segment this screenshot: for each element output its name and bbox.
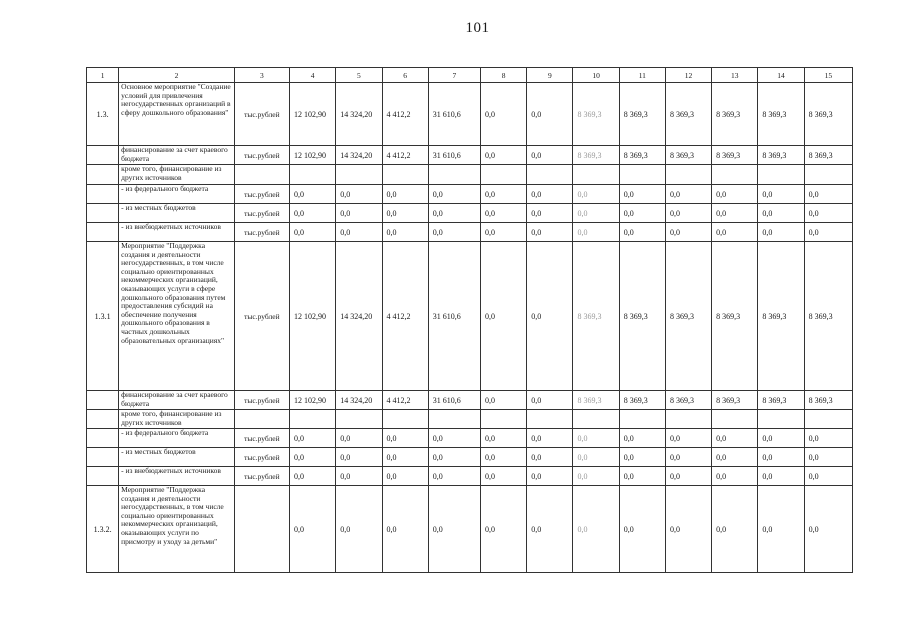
value-cell: 0,0 — [382, 185, 428, 204]
table-row — [87, 486, 853, 573]
value-cell: 4 412,2 — [382, 146, 428, 165]
value-cell: 0,0 — [712, 223, 758, 242]
value-cell: 8 369,3 — [758, 391, 804, 410]
value-cell: 14 324,20 — [336, 242, 382, 391]
value-cell: 0,0 — [382, 223, 428, 242]
value-cell: 0,0 — [382, 467, 428, 486]
value-cell: 0,0 — [573, 223, 619, 242]
value-cell: 8 369,3 — [665, 83, 711, 146]
column-number-13: 13 — [712, 68, 758, 83]
row-number-cell — [87, 429, 119, 448]
value-cell — [712, 410, 758, 429]
value-cell: 0,0 — [804, 223, 852, 242]
value-cell: 0,0 — [804, 429, 852, 448]
page-number: 101 — [465, 20, 490, 36]
value-cell: 0,0 — [481, 83, 527, 146]
value-cell: 0,0 — [527, 83, 573, 146]
unit-cell: тыс.рублей — [234, 429, 289, 448]
description-cell: - из местных бюджетов — [119, 448, 235, 467]
value-cell: 0,0 — [382, 486, 428, 573]
description-cell: Мероприятие "Поддержка создания и деятельности негосударственных, в том числе социально ориентированных некоммерческих организаций, оказывающих услуги по присмотру и уходу за детьми" — [119, 486, 235, 573]
value-cell: 0,0 — [382, 429, 428, 448]
value-cell — [712, 165, 758, 185]
value-cell: 0,0 — [336, 204, 382, 223]
value-cell: 31 610,6 — [428, 146, 480, 165]
column-number-2: 2 — [119, 68, 235, 83]
value-cell: 0,0 — [804, 204, 852, 223]
value-cell — [290, 410, 336, 429]
row-number-cell — [87, 204, 119, 223]
unit-cell: тыс.рублей — [234, 448, 289, 467]
unit-cell: тыс.рублей — [234, 204, 289, 223]
value-cell: 0,0 — [481, 146, 527, 165]
value-cell — [527, 165, 573, 185]
value-cell — [481, 165, 527, 185]
value-cell: 31 610,6 — [428, 83, 480, 146]
value-cell: 0,0 — [336, 448, 382, 467]
value-cell: 0,0 — [290, 185, 336, 204]
value-cell — [804, 410, 852, 429]
value-cell: 4 412,2 — [382, 83, 428, 146]
value-cell: 14 324,20 — [336, 83, 382, 146]
value-cell: 0,0 — [619, 467, 665, 486]
unit-cell: тыс.рублей — [234, 146, 289, 165]
value-cell: 0,0 — [619, 429, 665, 448]
description-cell: - из федерального бюджета — [119, 429, 235, 448]
value-cell: 0,0 — [758, 429, 804, 448]
value-cell: 0,0 — [290, 467, 336, 486]
value-cell: 8 369,3 — [573, 391, 619, 410]
column-number-8: 8 — [481, 68, 527, 83]
value-cell: 0,0 — [758, 467, 804, 486]
value-cell: 0,0 — [665, 448, 711, 467]
row-number-cell — [87, 223, 119, 242]
value-cell: 0,0 — [481, 242, 527, 391]
value-cell: 0,0 — [665, 223, 711, 242]
value-cell: 0,0 — [481, 223, 527, 242]
table-row — [87, 429, 853, 448]
column-number-14: 14 — [758, 68, 804, 83]
table-row — [87, 391, 853, 410]
value-cell: 8 369,3 — [619, 242, 665, 391]
description-cell: финансирование за счет краевого бюджета — [119, 391, 235, 410]
value-cell: 0,0 — [428, 204, 480, 223]
row-number-cell — [87, 410, 119, 429]
value-cell: 0,0 — [481, 429, 527, 448]
value-cell: 0,0 — [527, 429, 573, 448]
value-cell: 0,0 — [758, 486, 804, 573]
unit-cell — [234, 410, 289, 429]
value-cell: 0,0 — [428, 223, 480, 242]
value-cell — [428, 165, 480, 185]
value-cell: 0,0 — [619, 204, 665, 223]
value-cell: 0,0 — [758, 448, 804, 467]
value-cell: 0,0 — [573, 486, 619, 573]
value-cell — [336, 410, 382, 429]
value-cell: 0,0 — [804, 486, 852, 573]
value-cell — [619, 165, 665, 185]
table-row — [87, 223, 853, 242]
value-cell: 12 102,90 — [290, 146, 336, 165]
description-cell: - из внебюджетных источников — [119, 223, 235, 242]
value-cell: 0,0 — [527, 391, 573, 410]
value-cell: 0,0 — [665, 204, 711, 223]
value-cell: 0,0 — [336, 429, 382, 448]
value-cell: 8 369,3 — [712, 83, 758, 146]
description-cell: кроме того, финансирование из других источников — [119, 165, 235, 185]
unit-cell: тыс.рублей — [234, 391, 289, 410]
value-cell: 8 369,3 — [804, 242, 852, 391]
value-cell: 8 369,3 — [712, 242, 758, 391]
value-cell: 31 610,6 — [428, 242, 480, 391]
value-cell: 4 412,2 — [382, 391, 428, 410]
value-cell: 0,0 — [665, 467, 711, 486]
value-cell: 0,0 — [336, 223, 382, 242]
value-cell: 8 369,3 — [573, 146, 619, 165]
value-cell: 0,0 — [481, 486, 527, 573]
value-cell: 0,0 — [336, 486, 382, 573]
column-number-10: 10 — [573, 68, 619, 83]
value-cell: 0,0 — [712, 448, 758, 467]
value-cell: 0,0 — [481, 467, 527, 486]
value-cell: 14 324,20 — [336, 391, 382, 410]
value-cell: 12 102,90 — [290, 391, 336, 410]
table-row — [87, 448, 853, 467]
value-cell: 0,0 — [619, 185, 665, 204]
value-cell: 0,0 — [428, 448, 480, 467]
value-cell: 0,0 — [712, 204, 758, 223]
value-cell: 0,0 — [619, 448, 665, 467]
value-cell — [382, 165, 428, 185]
value-cell: 8 369,3 — [665, 391, 711, 410]
row-number-cell — [87, 448, 119, 467]
description-cell: кроме того, финансирование из других источников — [119, 410, 235, 429]
value-cell — [619, 410, 665, 429]
value-cell: 0,0 — [804, 467, 852, 486]
column-number-4: 4 — [290, 68, 336, 83]
value-cell: 0,0 — [336, 185, 382, 204]
unit-cell: тыс.рублей — [234, 467, 289, 486]
column-number-row — [87, 68, 853, 83]
value-cell: 8 369,3 — [665, 146, 711, 165]
budget-table — [86, 67, 853, 573]
value-cell: 8 369,3 — [665, 242, 711, 391]
table-row — [87, 467, 853, 486]
value-cell: 0,0 — [527, 204, 573, 223]
value-cell: 0,0 — [758, 223, 804, 242]
value-cell: 0,0 — [428, 185, 480, 204]
row-number-cell: 1.3.1 — [87, 242, 119, 391]
value-cell: 8 369,3 — [758, 242, 804, 391]
row-number-cell — [87, 185, 119, 204]
row-number-cell — [87, 391, 119, 410]
value-cell: 0,0 — [665, 185, 711, 204]
description-cell: Мероприятие "Поддержка создания и деятельности негосударственных, в том числе социально ориентированных некоммерческих организаций, оказывающих услуги в сфере дошкольного образования путем предоставления субсидий на обеспечение получения дошкольного образования в частных дошкольных образовательных организациях" — [119, 242, 235, 391]
value-cell — [527, 410, 573, 429]
description-cell: - из местных бюджетов — [119, 204, 235, 223]
value-cell — [573, 165, 619, 185]
value-cell: 0,0 — [758, 185, 804, 204]
value-cell — [481, 410, 527, 429]
value-cell — [665, 410, 711, 429]
value-cell: 0,0 — [428, 429, 480, 448]
value-cell: 0,0 — [712, 185, 758, 204]
value-cell: 8 369,3 — [758, 146, 804, 165]
table-row — [87, 204, 853, 223]
value-cell: 0,0 — [712, 467, 758, 486]
value-cell: 0,0 — [290, 429, 336, 448]
value-cell: 8 369,3 — [712, 146, 758, 165]
value-cell: 8 369,3 — [712, 391, 758, 410]
column-number-12: 12 — [665, 68, 711, 83]
value-cell: 0,0 — [665, 486, 711, 573]
unit-cell — [234, 165, 289, 185]
column-number-3: 3 — [234, 68, 289, 83]
value-cell: 0,0 — [527, 448, 573, 467]
value-cell: 14 324,20 — [336, 146, 382, 165]
value-cell — [758, 410, 804, 429]
value-cell: 0,0 — [619, 223, 665, 242]
unit-cell: тыс.рублей — [234, 83, 289, 146]
value-cell: 0,0 — [527, 185, 573, 204]
value-cell: 0,0 — [290, 448, 336, 467]
value-cell — [665, 165, 711, 185]
value-cell: 0,0 — [712, 486, 758, 573]
value-cell: 0,0 — [527, 242, 573, 391]
value-cell: 12 102,90 — [290, 242, 336, 391]
value-cell: 0,0 — [527, 467, 573, 486]
value-cell: 8 369,3 — [573, 83, 619, 146]
value-cell: 8 369,3 — [804, 146, 852, 165]
value-cell: 0,0 — [804, 448, 852, 467]
row-number-cell: 1.3.2. — [87, 486, 119, 573]
value-cell: 8 369,3 — [619, 146, 665, 165]
value-cell: 0,0 — [290, 486, 336, 573]
value-cell: 8 369,3 — [619, 83, 665, 146]
column-number-9: 9 — [527, 68, 573, 83]
value-cell: 0,0 — [712, 429, 758, 448]
unit-cell: тыс.рублей — [234, 185, 289, 204]
value-cell: 31 610,6 — [428, 391, 480, 410]
value-cell — [428, 410, 480, 429]
table-row — [87, 165, 853, 185]
value-cell: 0,0 — [481, 391, 527, 410]
value-cell: 0,0 — [804, 185, 852, 204]
value-cell — [382, 410, 428, 429]
value-cell: 0,0 — [290, 204, 336, 223]
description-cell: - из внебюджетных источников — [119, 467, 235, 486]
value-cell: 0,0 — [527, 223, 573, 242]
description-cell: Основное мероприятие "Создание условий для привлечения негосударственных организаций в сферу дошкольного образования" — [119, 83, 235, 146]
column-number-5: 5 — [336, 68, 382, 83]
value-cell: 8 369,3 — [804, 391, 852, 410]
description-cell: - из федерального бюджета — [119, 185, 235, 204]
unit-cell — [234, 486, 289, 573]
value-cell: 8 369,3 — [573, 242, 619, 391]
table-row — [87, 410, 853, 429]
table-row — [87, 146, 853, 165]
value-cell: 8 369,3 — [619, 391, 665, 410]
value-cell: 0,0 — [573, 185, 619, 204]
unit-cell: тыс.рублей — [234, 223, 289, 242]
value-cell: 0,0 — [481, 185, 527, 204]
table-row — [87, 185, 853, 204]
value-cell: 0,0 — [758, 204, 804, 223]
value-cell: 8 369,3 — [804, 83, 852, 146]
column-number-1: 1 — [87, 68, 119, 83]
column-number-7: 7 — [428, 68, 480, 83]
value-cell: 0,0 — [428, 467, 480, 486]
column-number-11: 11 — [619, 68, 665, 83]
column-number-15: 15 — [804, 68, 852, 83]
value-cell: 0,0 — [573, 429, 619, 448]
value-cell: 8 369,3 — [758, 83, 804, 146]
value-cell: 0,0 — [527, 146, 573, 165]
value-cell: 0,0 — [573, 467, 619, 486]
value-cell: 0,0 — [290, 223, 336, 242]
value-cell: 4 412,2 — [382, 242, 428, 391]
value-cell — [758, 165, 804, 185]
value-cell: 0,0 — [573, 448, 619, 467]
value-cell: 0,0 — [481, 448, 527, 467]
value-cell: 0,0 — [336, 467, 382, 486]
value-cell: 0,0 — [619, 486, 665, 573]
value-cell: 0,0 — [481, 204, 527, 223]
row-number-cell — [87, 165, 119, 185]
table-row — [87, 83, 853, 146]
unit-cell: тыс.рублей — [234, 242, 289, 391]
value-cell: 0,0 — [428, 486, 480, 573]
row-number-cell — [87, 467, 119, 486]
row-number-cell — [87, 146, 119, 165]
value-cell — [573, 410, 619, 429]
value-cell: 0,0 — [382, 448, 428, 467]
description-cell: финансирование за счет краевого бюджета — [119, 146, 235, 165]
table-row — [87, 242, 853, 391]
value-cell: 0,0 — [665, 429, 711, 448]
value-cell: 0,0 — [527, 486, 573, 573]
column-number-6: 6 — [382, 68, 428, 83]
row-number-cell: 1.3. — [87, 83, 119, 146]
value-cell — [336, 165, 382, 185]
value-cell: 0,0 — [382, 204, 428, 223]
value-cell — [290, 165, 336, 185]
value-cell: 12 102,90 — [290, 83, 336, 146]
value-cell — [804, 165, 852, 185]
value-cell: 0,0 — [573, 204, 619, 223]
